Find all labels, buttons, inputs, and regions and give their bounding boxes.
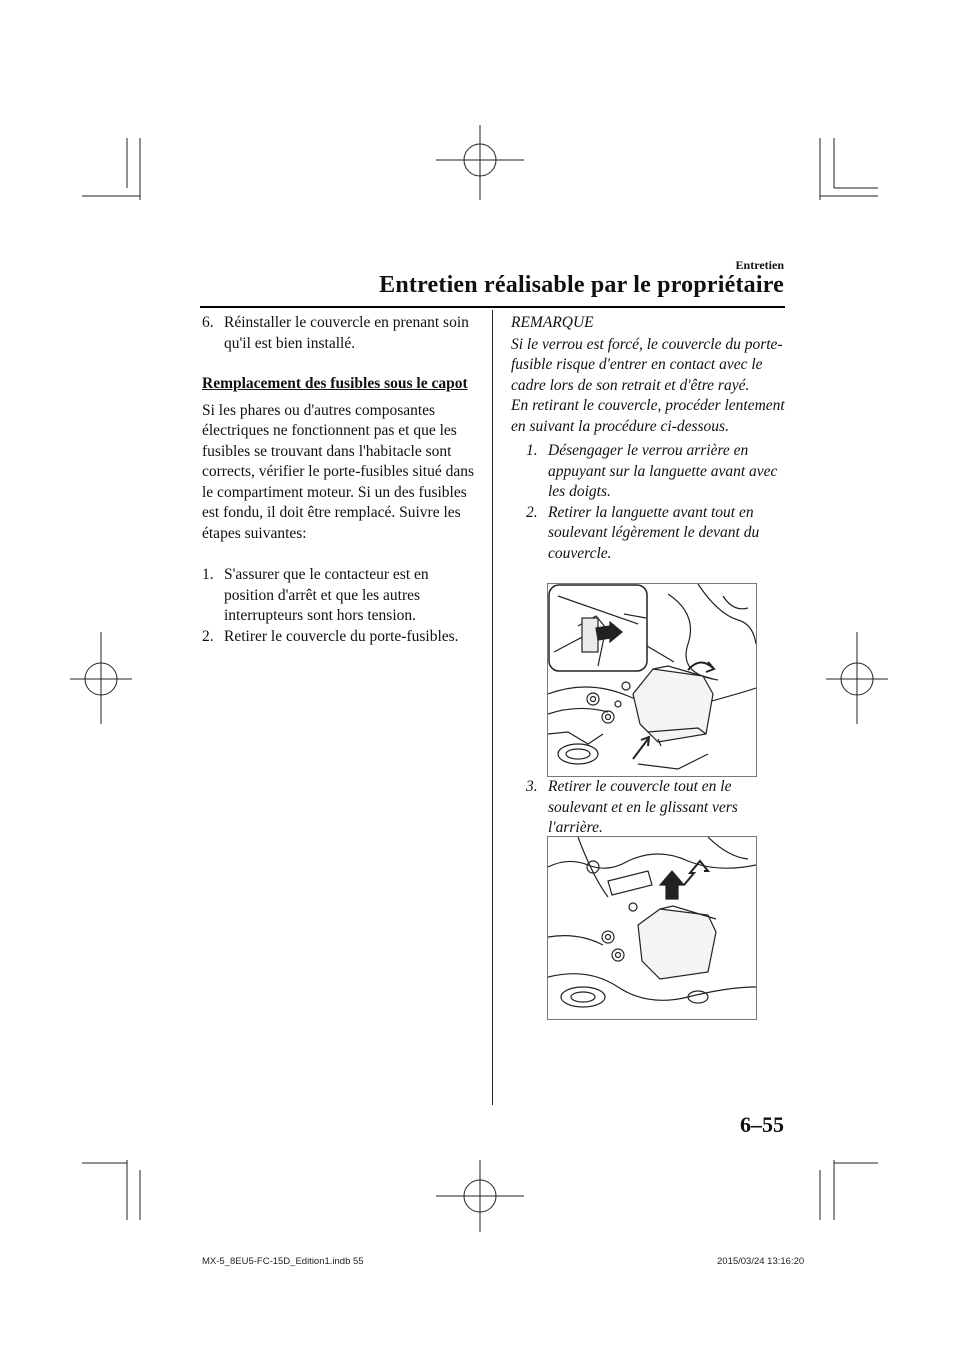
- section-title: Entretien réalisable par le propriétaire: [379, 272, 784, 298]
- step-3-item: [526, 777, 786, 839]
- header-rule: [200, 306, 785, 308]
- print-file-info: MX-5_8EU5-FC-15D_Edition1.indb 55: [202, 1256, 364, 1267]
- step-text: S'assurer que le contacteur est en position d'arrêt et que les autres interrupteurs sont hors tension.: [224, 566, 429, 624]
- step-number: 1.: [202, 566, 214, 583]
- column-divider: [492, 310, 493, 1105]
- right-column: [511, 313, 789, 564]
- step-text: Retirer la languette avant tout en soulevant légèrement le devant du couvercle.: [548, 503, 760, 562]
- note-step-2: [526, 503, 789, 565]
- print-date-info: 2015/03/24 13:16:20: [717, 1256, 805, 1267]
- step-text: Réinstaller le couvercle en prenant soin qu'il est bien installé.: [224, 314, 469, 352]
- intro-paragraph: Si les phares ou d'autres composantes électriques ne fonctionnent pas et que les fusibles se trouvant dans l'habitacle sont corrects, vérifier le porte-fusibles situé dans le compartiment moteur. Si un des fusibles est fondu, il doit être remplacé. Suivre les étapes suivantes:: [202, 401, 475, 542]
- note-step-1: [526, 441, 789, 503]
- step-6: [202, 313, 474, 354]
- fuse-box-unlatch-illustration: [547, 583, 757, 777]
- step-number: 1.: [526, 442, 538, 459]
- step-number: 3.: [526, 778, 538, 795]
- note-sub-steps: [526, 441, 789, 564]
- step-text: Retirer le couvercle tout en le soulevant et en le glissant vers l'arrière.: [548, 778, 738, 836]
- note-text-2: En retirant le couvercle, procéder lentement en suivant la procédure ci-dessous.: [511, 397, 785, 435]
- step-number: 2.: [202, 627, 214, 645]
- fuse-box-cover-removal-illustration: [547, 836, 757, 1020]
- step-number: 2.: [526, 503, 538, 521]
- step-2: [202, 627, 474, 648]
- step-text: Désengager le verrou arrière en appuyant sur la languette avant avec les doigts.: [548, 442, 778, 500]
- page-number: 6–55: [740, 1112, 784, 1137]
- section-heading: Remplacement des fusibles sous le capot: [202, 375, 468, 392]
- step-number: 6.: [202, 314, 214, 331]
- note-title: REMARQUE: [511, 314, 594, 331]
- chapter-label: Entretien: [735, 258, 784, 272]
- step-text: Retirer le couvercle du porte-fusibles.: [224, 627, 459, 645]
- step-3: [526, 777, 786, 839]
- note-text: Si le verrou est forcé, le couvercle du porte-fusible risque d'entrer en contact avec le cadre lors de son retrait et d'être rayé.: [511, 335, 783, 394]
- step-1: [202, 565, 474, 627]
- left-column: [202, 313, 474, 647]
